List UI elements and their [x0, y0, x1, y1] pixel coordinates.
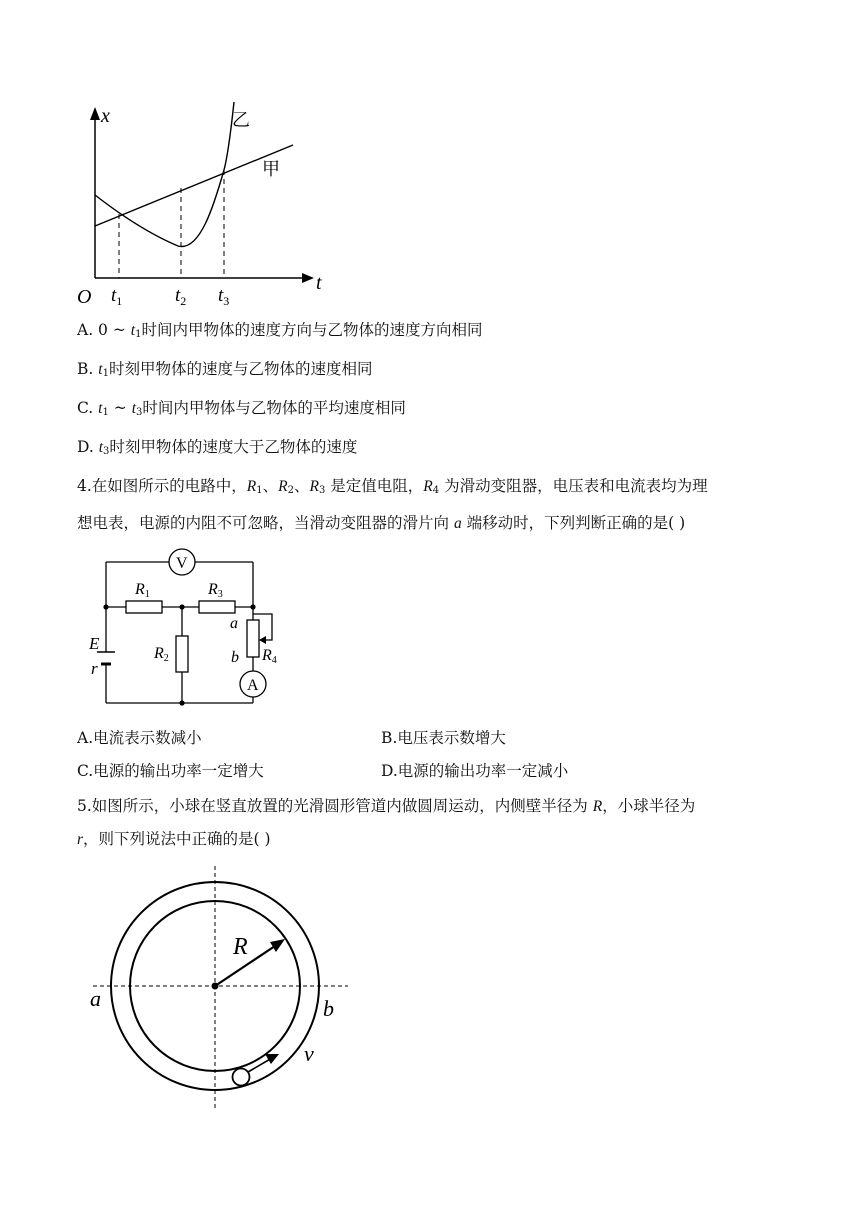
label-jia: 甲 [262, 159, 280, 180]
resistor-r1 [126, 601, 162, 613]
svg-text:A: A [247, 677, 259, 694]
resistor-r2 [176, 636, 188, 672]
x-axis-arrow [302, 273, 314, 283]
tick-t2: $t_2$ [175, 285, 187, 308]
q4-option-d[interactable]: D.电源的输出功率一定减小 [381, 762, 569, 780]
q3-option-d[interactable]: D. $t_3$时刻甲物体的速度大于乙物体的速度 [77, 438, 358, 457]
axis-label-x: x [101, 105, 110, 127]
origin-label: O [77, 286, 92, 308]
curve-yi [95, 102, 234, 247]
q3-option-b[interactable]: B. $t_1$时刻甲物体的速度与乙物体的速度相同 [77, 360, 373, 379]
svg-text:V: V [176, 555, 188, 572]
q4-option-c[interactable]: C.电源的输出功率一定增大 [77, 762, 264, 780]
junction-mid [179, 604, 184, 609]
xt-graph [70, 95, 340, 310]
circuit-diagram [85, 540, 305, 715]
label-v: v [304, 1041, 314, 1066]
q4-line-2: 想电表，电源的内阻不可忽略，当滑动变阻器的滑片向 a 端移动时，下列判断正确的是( ) [77, 514, 686, 532]
q5-line-2: r，则下列说法中正确的是( ) [77, 830, 271, 848]
label-b: b [231, 649, 239, 666]
q4-option-a[interactable]: A.电流表示数减小 [77, 729, 202, 747]
label-yi: 乙 [232, 110, 250, 131]
axis-label-t: t [316, 272, 322, 294]
label-b: b [323, 996, 334, 1021]
q3-option-a[interactable]: A. 0 ~ $t_1$时间内甲物体的速度方向与乙物体的速度方向相同 [77, 321, 483, 340]
junction-left [103, 604, 108, 609]
circular-tube-figure [80, 860, 360, 1115]
y-axis-arrow [90, 107, 100, 120]
label-r2: R2 [154, 645, 169, 664]
resistor-r3 [199, 601, 235, 613]
slider-arrow [259, 636, 266, 644]
junction-right [250, 604, 255, 609]
rheostat-r4 [247, 620, 259, 657]
small-ball [233, 1069, 250, 1086]
q3-option-c[interactable]: C. $t_1$ ~ $t_3$时间内甲物体与乙物体的平均速度相同 [77, 399, 406, 418]
label-a: a [230, 615, 238, 632]
label-a: a [90, 986, 101, 1011]
label-e: E [89, 634, 100, 653]
label-r3: R3 [208, 581, 223, 600]
velocity-arrow [248, 1058, 272, 1072]
label-R: R [233, 934, 248, 960]
junction-bottom [179, 700, 184, 705]
q5-stem [77, 790, 777, 856]
radius-arrowhead [270, 939, 285, 952]
label-r1: R1 [135, 581, 150, 600]
line-jia [95, 145, 293, 226]
q4-line-1: 4.在如图所示的电路中，$R_1$、$R_2$、$R_3$ 是定值电阻，$R_4$ 为滑动变阻器，电压表和电流表均为理 [77, 477, 708, 496]
label-r4: R4 [262, 647, 277, 666]
q5-line-1: 5.如图所示，小球在竖直放置的光滑圆形管道内做圆周运动，内侧壁半径为 R，小球半径为 [77, 797, 696, 815]
tick-t1: $t_1$ [111, 285, 123, 308]
label-r-internal: r [91, 659, 98, 678]
velocity-arrowhead [265, 1054, 279, 1064]
q4-stem [77, 470, 777, 540]
tick-t3: $t_3$ [218, 285, 230, 308]
q4-option-b[interactable]: B.电压表示数增大 [381, 729, 506, 747]
